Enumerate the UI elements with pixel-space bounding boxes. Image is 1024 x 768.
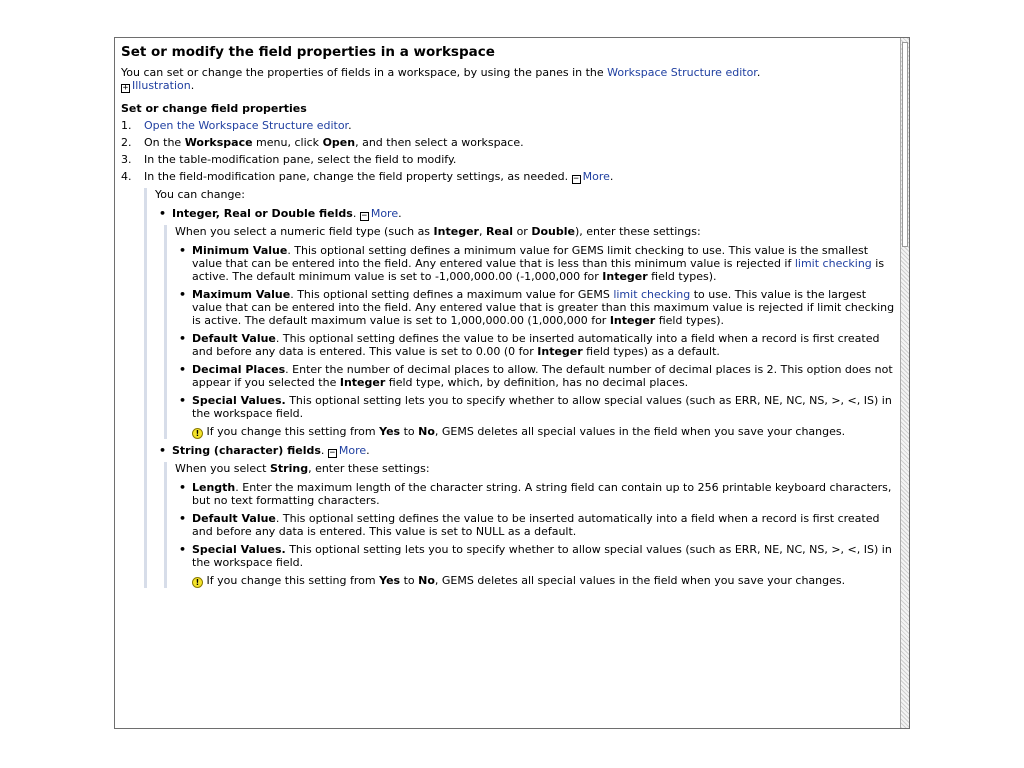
expand-icon[interactable]: +: [122, 83, 129, 93]
collapse-icon[interactable]: −: [573, 174, 579, 184]
workspace-structure-editor-link[interactable]: Workspace Structure editor: [607, 66, 757, 79]
intro-paragraph: You can set or change the properties of fields in a workspace, by using the panes in the Workspace Structure editor.: [121, 66, 761, 79]
string-default-value-item: • Default Value. This optional setting defines the value to be inserted automatically into a field when a record is first created and before any data is entered. This value is set to NULL as a default.: [179, 512, 880, 538]
numeric-more-link[interactable]: More: [370, 207, 399, 220]
decimal-places-item: • Decimal Places. Enter the number of decimal places to allow. The default number of decimal places is 2. This option does not appear if you selected the Integer field type, which, by definition, has no decimal places.: [179, 363, 893, 389]
illustration-link[interactable]: Illustration: [132, 79, 191, 92]
limit-checking-link[interactable]: limit checking: [613, 288, 691, 301]
string-special-values-item: • Special Values. This optional setting lets you to specify whether to allow special values (such as ERR, NE, NC, NS, >, <, IS) in the workspace field. ! If you change this setting from Yes to No, GEMS deletes all special values in the field when you save your changes.: [175, 543, 897, 588]
special-values-item: • Special Values. This optional setting lets you to specify whether to allow special values (such as ERR, NE, NC, NS, >, <, IS) in the workspace field. ! If you change this setting from Yes to No, GEMS deletes all special values in the field when you save your changes.: [175, 394, 897, 439]
step-3: 3. In the table-modification pane, select the field to modify.: [121, 153, 457, 166]
string-intro: When you select String, enter these settings:: [175, 462, 430, 475]
step-4: 4. In the field-modification pane, change the field property settings, as needed. − More. You can change: • Integer, Real or Double fields. − More. When you select a numeric field type (such as Integer, Real or Double), enter these settings: • Minimum Value. This optional setting defines a minimum value for GEMS limit checking to use. This value is the smallest value that can be entered into the field. Any entered value that is less than this minimum value is rejected if limit checking is active. The default minimum value is set to -1,000,000.00 (-1,000,000 for Integer field types). • Maximum Value. This optional setting defines a maximum value for GEMS limit checking to use. This value is the largest value that can be entered into the field. Any entered value that is greater than this maximum value is rejected if limit checking is active. The default maximum value is set to 1,000,000.00 (1,000,000 for Integer field types). • Default Value. This optional setting defines the value to be inserted automatically into a field when a record is first created and before any data is entered. This value is set to 0.00 (0 for Integer field types) as a default. • Decimal Places. Enter the number of decimal places to allow. The default number of decimal places is 2. This option does not appear if you selected the Integer field type, which, by definition, has no decimal places. • Special Values. This optional setting lets you to specify whether to allow special values (such as ERR, NE, NC, NS, >, <, IS) in the workspace field. ! If you change this setting from Yes to No, GEMS deletes all special values in the field when you save your changes. • String (character) fields. − More. When you select String, enter these settings: • Length. Enter the maximum length of the character string. A string field can contain up to 256 printable keyboard characters, but no text formatting characters. • Default Value. This optional setting defines the value to be inserted automatically into a field when a record is first created and before any data is entered. This value is set to NULL as a default. • Special Values. This optional setting lets you to specify whether to allow special values (such as ERR, NE, NC, NS, >, <, IS) in the workspace field. ! If you change this setting from Yes to No, GEMS deletes all special values in the field when you save your changes.: [121, 170, 897, 588]
collapse-icon[interactable]: −: [329, 448, 336, 458]
steps-list: [121, 119, 897, 588]
minimum-value-item: • Minimum Value. This optional setting defines a minimum value for GEMS limit checking to use. This value is the smallest value that can be entered into the field. Any entered value that is less than this minimum value is rejected if limit checking is active. The default minimum value is set to -1,000,000.00 (-1,000,000 for Integer field types).: [179, 244, 885, 283]
limit-checking-link[interactable]: limit checking: [794, 257, 872, 270]
step4-more-link[interactable]: More: [582, 170, 610, 183]
vertical-scrollbar[interactable]: [900, 38, 909, 728]
scrollbar-thumb[interactable]: [902, 42, 908, 247]
string-expanded-block: [164, 462, 897, 588]
special-values-warning: ! If you change this setting from Yes to No, GEMS deletes all special values in the field when you save your changes.: [192, 425, 897, 439]
you-can-change-text: You can change:: [155, 188, 245, 201]
numeric-settings-list: [175, 244, 897, 439]
collapse-icon[interactable]: −: [361, 211, 368, 221]
string-more-link[interactable]: More: [338, 444, 367, 457]
step-2: 2. On the Workspace menu, click Open, and then select a workspace.: [121, 136, 524, 149]
numeric-fields-item: • Integer, Real or Double fields. − More. When you select a numeric field type (such as Integer, Real or Double), enter these settings: • Minimum Value. This optional setting defines a minimum value for GEMS limit checking to use. This value is the smallest value that can be entered into the field. Any entered value that is less than this minimum value is rejected if limit checking is active. The default minimum value is set to -1,000,000.00 (-1,000,000 for Integer field types). • Maximum Value. This optional setting defines a maximum value for GEMS limit checking to use. This value is the largest value that can be entered into the field. Any entered value that is greater than this maximum value is rejected if limit checking is active. The default maximum value is set to 1,000,000.00 (1,000,000 for Integer field types). • Default Value. This optional setting defines the value to be inserted automatically into a field when a record is first created and before any data is entered. This value is set to 0.00 (0 for Integer field types) as a default. • Decimal Places. Enter the number of decimal places to allow. The default number of decimal places is 2. This option does not appear if you selected the Integer field type, which, by definition, has no decimal places. • Special Values. This optional setting lets you to specify whether to allow special values (such as ERR, NE, NC, NS, >, <, IS) in the workspace field. ! If you change this setting from Yes to No, GEMS deletes all special values in the field when you save your changes.: [155, 207, 897, 439]
help-window: [114, 37, 910, 729]
string-fields-item: • String (character) fields. − More. When you select String, enter these settings: • Length. Enter the maximum length of the character string. A string field can contain up to 256 printable keyboard characters, but no text formatting characters. • Default Value. This optional setting defines the value to be inserted automatically into a field when a record is first created and before any data is entered. This value is set to NULL as a default. • Special Values. This optional setting lets you to specify whether to allow special values (such as ERR, NE, NC, NS, >, <, IS) in the workspace field. ! If you change this setting from Yes to No, GEMS deletes all special values in the field when you save your changes.: [155, 444, 897, 588]
help-content: [121, 44, 897, 593]
numeric-intro: When you select a numeric field type (such as Integer, Real or Double), enter these settings:: [175, 225, 701, 238]
step-1: 1. Open the Workspace Structure editor.: [121, 119, 352, 132]
open-editor-link[interactable]: Open the Workspace Structure editor: [144, 119, 349, 132]
string-special-values-warning: ! If you change this setting from Yes to No, GEMS deletes all special values in the field when you save your changes.: [192, 574, 897, 588]
page-title: Set or modify the field properties in a workspace: [121, 44, 495, 60]
warning-icon: !: [192, 428, 203, 439]
illustration-row[interactable]: + Illustration.: [122, 79, 195, 93]
length-item: • Length. Enter the maximum length of the character string. A string field can contain up to 256 printable keyboard characters, but no text formatting characters.: [179, 481, 892, 507]
field-type-list: [155, 207, 897, 588]
string-settings-list: [175, 481, 897, 588]
section-heading: Set or change field properties: [121, 102, 307, 115]
step4-expanded-block: [144, 188, 897, 588]
default-value-item: • Default Value. This optional setting defines the value to be inserted automatically into a field when a record is first created and before any data is entered. This value is set to 0.00 (0 for Integer field types) as a default.: [179, 332, 880, 358]
warning-icon: !: [192, 577, 203, 588]
numeric-expanded-block: [164, 225, 897, 439]
maximum-value-item: • Maximum Value. This optional setting defines a maximum value for GEMS limit checking to use. This value is the largest value that can be entered into the field. Any entered value that is greater than this maximum value is rejected if limit checking is active. The default maximum value is set to 1,000,000.00 (1,000,000 for Integer field types).: [179, 288, 895, 327]
